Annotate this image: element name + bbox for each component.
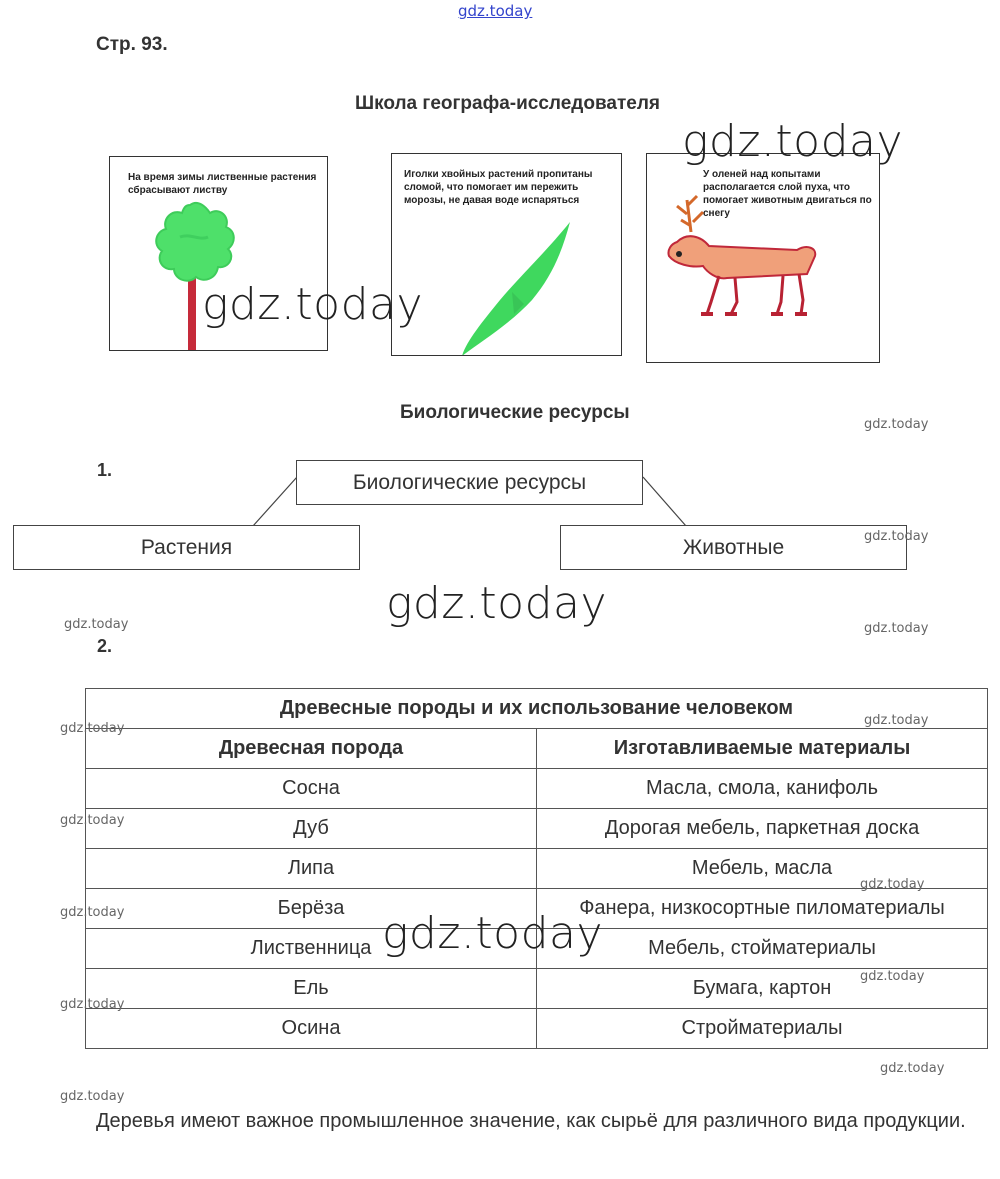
watermark-big: gdz.today: [682, 116, 904, 167]
task-2-number: 2.: [97, 636, 113, 656]
table-header-materials: Изготавливаемые материалы: [537, 729, 988, 769]
watermark-small: gdz.today: [864, 417, 929, 432]
watermark-small: gdz.today: [864, 529, 929, 544]
watermark-small: gdz.today: [60, 997, 125, 1012]
watermark-top: gdz.today: [458, 2, 533, 20]
table-cell: Осина: [86, 1009, 537, 1049]
table-header-row: [86, 729, 988, 769]
table-row: [86, 969, 988, 1009]
card-deciduous-text: На время зимы лиственные растения сбрасывают листву: [128, 172, 317, 196]
watermark-small: gdz.today: [864, 713, 929, 728]
card-coniferous-text: Иголки хвойных растений пропитаны сломой, что помогает им пережить морозы, не давая воде испаряться: [404, 169, 593, 206]
table-cell: Мебель, масла: [537, 849, 988, 889]
table-cell: Сосна: [86, 769, 537, 809]
table-row: [86, 769, 988, 809]
table-header-species: Древесная порода: [86, 729, 537, 769]
table-cell: Лиственница: [86, 929, 537, 969]
table-cell: Фанера, низкосортные пиломатериалы: [537, 889, 988, 929]
table-cell: Ель: [86, 969, 537, 1009]
table-cell: Берёза: [86, 889, 537, 929]
watermark-small: gdz.today: [60, 813, 125, 828]
table-cell: Масла, смола, канифоль: [537, 769, 988, 809]
card-deer-text: У оленей над копытами располагается слой пуха, что помогает животным двигаться по снегу: [703, 169, 872, 219]
table-row: [86, 849, 988, 889]
section-title-bio-resources: Биологические ресурсы: [400, 402, 630, 423]
table-row: [86, 1009, 988, 1049]
watermark-big: gdz.today: [386, 578, 608, 629]
table-caption-row: [86, 689, 988, 729]
watermark-small: gdz.today: [64, 617, 129, 632]
diagram-animals-box: Животные: [560, 525, 907, 570]
watermark-small: gdz.today: [60, 721, 125, 736]
diagram-plants-box: Растения: [13, 525, 360, 570]
page-number: Стр. 93.: [96, 34, 168, 55]
table-cell: Липа: [86, 849, 537, 889]
table-cell: Дорогая мебель, паркетная доска: [537, 809, 988, 849]
watermark-small: gdz.today: [60, 905, 125, 920]
watermark-big: gdz.today: [202, 279, 424, 330]
watermark-small: gdz.today: [860, 877, 925, 892]
task-1-number: 1.: [97, 460, 113, 480]
table-caption: Древесные породы и их использование человеком: [86, 689, 988, 729]
table-cell: Дуб: [86, 809, 537, 849]
table-cell: Мебель, стойматериалы: [537, 929, 988, 969]
diagram-root-box: Биологические ресурсы: [296, 460, 643, 505]
table-row: [86, 809, 988, 849]
table-cell: Бумага, картон: [537, 969, 988, 1009]
watermark-big: gdz.today: [382, 908, 604, 959]
watermark-small: gdz.today: [864, 621, 929, 636]
table-cell: Стройматериалы: [537, 1009, 988, 1049]
wood-table: [85, 688, 988, 1049]
watermark-small: gdz.today: [880, 1061, 945, 1076]
conclusion-text: Деревья имеют важное промышленное значение, как сырьё для различного вида продукции.: [96, 1110, 966, 1132]
watermark-small: gdz.today: [860, 969, 925, 984]
section-title-geographer: Школа географа-исследователя: [355, 93, 660, 114]
watermark-small: gdz.today: [60, 1089, 125, 1104]
